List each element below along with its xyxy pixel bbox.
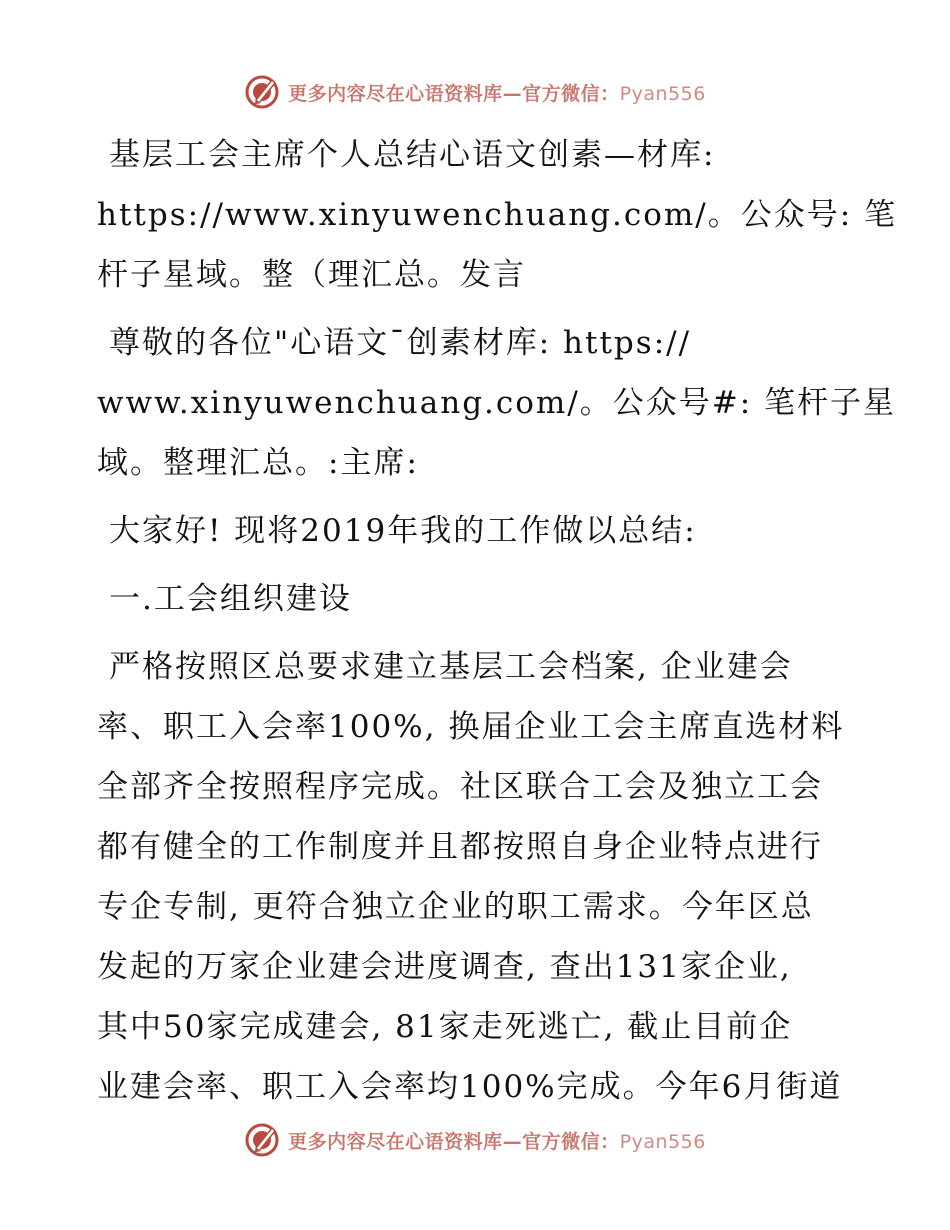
document-body [97,125,898,1125]
text-line: https://www.xinyuwenchuang.com/。公众号: 笔 [97,197,898,233]
text-line: 业建会率、职工入会率均100%完成。今年6月街道 [97,1069,843,1105]
paragraph-title [97,125,898,305]
paragraph-greeting [97,501,867,561]
text-line: 其中50家完成建会, 81家走死逃亡, 截止目前企 [97,1009,793,1045]
text-line: 一.工会组织建设 [109,581,352,617]
header-watermark-banner [0,72,950,112]
text-line: www.xinyuwenchuang.com/。公众号#: 笔杆子星 [97,385,897,421]
text-line: 基层工会主席个人总结心语文创素—材库: [109,137,716,173]
pen-seal-logo-icon [244,74,280,110]
paragraph-body [97,637,867,1117]
text-line: 发起的万家企业建会进度调查, 查出131家企业, [97,949,792,985]
wechat-id: Pyan556 [619,1130,706,1153]
watermark-text: 更多内容尽在心语资料库—官方微信：Pyan556 [288,82,706,105]
text-line: 域。整理汇总。:主席: [97,445,419,481]
paragraph-salutation [97,313,897,493]
text-line: 率、职工入会率100%, 换届企业工会主席直选材料 [97,709,845,745]
section-heading [97,569,867,629]
watermark-text: 更多内容尽在心语资料库—官方微信：Pyan556 [288,1130,706,1153]
text-line: 都有健全的工作制度并且都按照自身企业特点进行 [97,829,823,865]
wechat-id: Pyan556 [619,82,706,105]
text-line: 专企专制, 更符合独立企业的职工需求。今年区总 [97,889,814,925]
text-line: 大家好! 现将2019年我的工作做以总结: [109,513,697,549]
text-line: 杆子星域。整（理汇总。发言 [97,257,526,293]
text-line: 尊敬的各位"心语文¯创素材库: https:// [109,325,692,361]
text-line: 全部齐全按照程序完成。社区联合工会及独立工会 [97,769,823,805]
pen-seal-logo-icon [244,1122,280,1158]
text-line: 严格按照区总要求建立基层工会档案, 企业建会 [109,649,793,685]
footer-watermark-banner [0,1120,950,1160]
